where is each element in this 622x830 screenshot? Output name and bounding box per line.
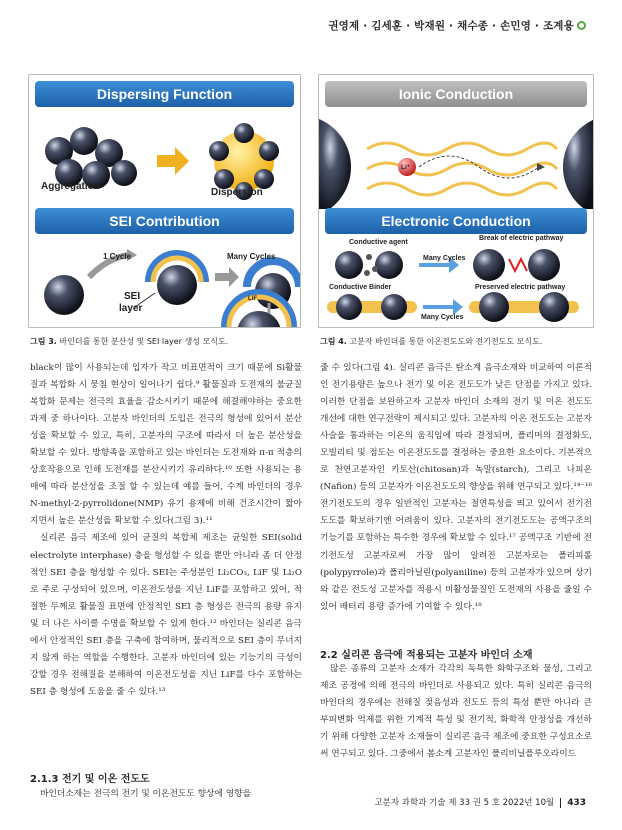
fig4-caption bbox=[320, 336, 542, 347]
fig3-caption-text: 바인더를 통한 분산성 및 SEI layer 생성 모식도. bbox=[59, 337, 229, 346]
right-column-tail bbox=[320, 661, 592, 763]
left-paragraph-2: 실리콘 음극 제조에 있어 균질의 복합체 제조는 균일한 SEI(solid electrolyte interphase) 층을 형성할 수 있을 뿐만 아니라 좀 더 안정적인 SEI 층을 형성할 수 있다. SEI는 주성분인 Li₂CO₃, LiF 및 Li₂O로 주로 구성되어 있으며, 이온전도성을 지닌 LiF를 포함하고 있어, 적절한 두께로 활물질 표면에 안정적인 SEI 층 형성은 전극의 용량 유지 및 더 나은 사이클 수명을 확보할 수 있게 한다.¹² 바인더는 실리콘 음극에서 안정적인 SEI 층을 구축에 참여하며, 물리적으로 SEI 층이 무너지지 않게 하는 역할을 수행한다. 고분자 바인더에 있는 기능기의 극성이 강할 경우 전해질을 분해하여 이온전도성을 지닌 LiF를 다수 포함하는 SEI 층 형성에 도움을 줄 수 있다.¹³ bbox=[30, 533, 302, 697]
journal-info: 고분자 과학과 기술 제 33 권 5 호 2022년 10월 bbox=[374, 798, 555, 808]
fig4-electronic-banner: Electronic Conduction bbox=[325, 208, 587, 234]
journal-dot-icon bbox=[577, 21, 586, 30]
left-column bbox=[30, 360, 302, 701]
sei-shell-bottom bbox=[225, 293, 293, 328]
fig4-ionic-diagram bbox=[319, 109, 594, 209]
fig4-caption-text: 고분자 바인더를 통한 이온전도도와 전기전도도 모식도. bbox=[349, 337, 543, 346]
preserved-pathway-row bbox=[469, 292, 579, 322]
fig3-dispersing-banner: Dispersing Function bbox=[35, 81, 294, 107]
label-dispersion: Dispersion bbox=[211, 187, 263, 198]
label-lif: LiF bbox=[248, 296, 257, 302]
label-sei: SEI bbox=[124, 291, 141, 302]
fig3-sei-diagram bbox=[29, 237, 301, 328]
broken-pathway-row bbox=[473, 249, 560, 281]
right-paragraph-2: 많은 종류의 고분자 소재가 각각의 독특한 화학구조와 물성, 그리고 제조 공정에 의해 전극의 바인더로 사용되고 있다. 특히 실리콘 음극의 바인더의 경우에는 전해질 젖음성과 전도도 등의 특성 뿐만 아니라 큰 부피변화 억제를 위한 기계적 특성 및 전기적, 화학적 안정성을 개선하기 위해 다양한 고분자 소재들이 실리콘 음극 제조에 중요한 구성요소로써 연구되고 있다. 그중에서 봄소계 고분자인 폴리비닐플루오라이드 bbox=[320, 664, 592, 760]
right-column bbox=[320, 360, 592, 616]
left-paragraph-1: black이 많이 사용되는데 입자가 작고 비표면적이 크기 때문에 Si활물질과 복합화 시 뭉침 현상이 일어나기 쉽다.⁹ 활물질과 도전재의 불균질 복합화 문제는 전극의 효율을 감소시키기 때문에 해결해야하는 중요한 과제 중 하나이다. 고분자 바인더의 도입은 전극의 형성에 있어서 분산성을 확보할 수 있고, 특히, 고분자의 구조에 따라서 더 높은 분산성을 확보할 수 있다. 방향족을 포함하고 있는 바인더는 도전재와 π-π 적층의 상호작용으로 인해 도전재를 분산시키기 유리하다.¹⁰ 또한 사용되는 용매에 따라 분산성을 조절 할 수 있는데 예를 들어, 수계 바인더의 경우 N-methyl-2-pyrrolidone(NMP) 유기 용제에 비해 건조시간이 짧아지면서 높은 분산성을 확보할 수 있다(그림 3).¹¹ bbox=[30, 363, 302, 527]
figure-4 bbox=[318, 74, 594, 328]
label-layer: layer bbox=[119, 303, 143, 314]
label-many-cycles-2: Many Cycles bbox=[421, 314, 464, 321]
fig4-caption-num: 그림 4. bbox=[320, 337, 347, 346]
right-paragraph-1: 줄 수 있다(그림 4). 실리콘 음극은 탄소계 음극소재와 비교하여 이론적인 전기용량은 높으나 전기 및 이온 전도도가 낮은 단점을 가지고 있다. 이러한 단점을 보완하고자 고분자 바인더 소재의 전기 및 이온 전도도 개선에 대한 연구전략이 제시되고 있다. 고분자의 이온 전도도는 고분자 사슬을 통과하는 이온의 움직임에 따라 결정되며, 폴리머의 결정화도, 모빌리티 및 점도는 이온전도도를 결정하는 중요한 요소이다. 기본적으로 천연고분자인 키토산(chitosan)과 녹말(starch), 그리고 나피온(Nafion) 등의 고분자가 이온전도도의 향상을 위해 연구되고 있다.¹⁴⁻¹⁶ 전기전도도의 경우 일반적인 고분자는 절연특성을 띄고 있어서 전기전도도를 확보하기엔 어려움이 있다. 고분자의 전기전도도는 공액구조의 기능기를 포함하는 특수한 경우에 확보할 수 있다.¹⁷ 공액구조 기반에 전기전도성 고분자로써 가장 많이 알려진 고분자로는 폴리피롤(polypyrrole)과 폴리아닐린(polyaniline) 등의 고분자가 있으며 상기와 같은 전도성 고분자를 적용시 비활성물질인 도전재의 사용을 줄일 수 있어 배터리 용량 증가에 기여할 수 있다.¹⁸ bbox=[320, 363, 592, 612]
conductive-agent-row bbox=[335, 251, 403, 279]
right-arrow-icon bbox=[157, 147, 189, 175]
page-footer bbox=[374, 796, 586, 808]
page-number: 433 bbox=[560, 798, 586, 808]
authors-text: 권영제 · 김세훈 · 박재원 · 채수종 · 손민영 · 조계용 bbox=[328, 20, 574, 32]
section-heading-2-2: 2.2 실리콘 음극에 적용되는 고분자 바인더 소재 bbox=[320, 650, 533, 661]
right-arrow-icon bbox=[215, 267, 239, 287]
fig3-caption-num: 그림 3. bbox=[30, 337, 57, 346]
polymer-chains bbox=[367, 143, 557, 195]
label-break-pathway: Break of electric pathway bbox=[479, 235, 564, 242]
left-column-tail bbox=[30, 786, 302, 803]
figure-3 bbox=[28, 74, 301, 328]
label-conductive-binder: Conductive Binder bbox=[329, 284, 392, 291]
label-1-cycle: 1 Cycle bbox=[103, 252, 132, 261]
label-li-ion: Li⁺ bbox=[401, 164, 411, 171]
page-header-authors bbox=[328, 18, 586, 33]
fig4-ionic-banner: Ionic Conduction bbox=[325, 81, 587, 107]
section-heading-2-1-3: 2.1.3 전기 및 이온 전도도 bbox=[30, 774, 150, 785]
label-conductive-agent: Conductive agent bbox=[349, 239, 408, 246]
label-preserved-pathway: Preserved electric pathway bbox=[475, 284, 566, 291]
fig3-caption bbox=[30, 336, 228, 347]
fig3-sei-banner: SEI Contribution bbox=[35, 208, 294, 234]
label-many-cycles-1: Many Cycles bbox=[423, 255, 466, 262]
conductive-binder-row bbox=[327, 294, 417, 320]
aggregation-particles bbox=[45, 127, 137, 189]
left-paragraph-3: 바인더소재는 전극의 전기 및 이온전도도 향상에 영향을 bbox=[40, 789, 252, 799]
right-arrow-icon bbox=[423, 299, 463, 315]
label-many-cycles: Many Cycles bbox=[227, 252, 276, 261]
sei-shell-top bbox=[149, 254, 205, 305]
label-aggregation: Aggregation bbox=[41, 181, 100, 192]
